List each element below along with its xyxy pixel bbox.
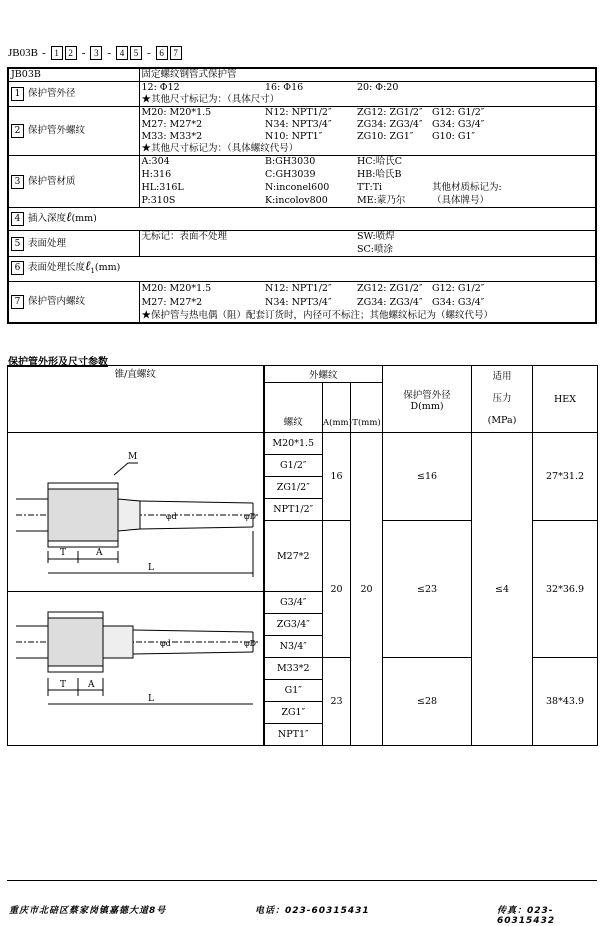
cell: ZG34: ZG3/4″ [357, 119, 423, 130]
code-box-2: 2 [65, 46, 77, 60]
cell: H:316 [141, 169, 172, 180]
cell: K:incolov800 [265, 194, 328, 206]
subscript: 1 [90, 266, 95, 275]
cell: N34: NPT3/4″ [265, 296, 332, 308]
a-value: 23 [323, 658, 351, 746]
header-t: T(mm) [351, 382, 383, 432]
header-thread-group: 外螺纹 [264, 366, 383, 383]
row-label-text: 插入深度 [28, 213, 67, 224]
cell: SC:喷涂 [357, 243, 393, 255]
cell: P:310S [141, 194, 176, 206]
label-t: T [60, 680, 67, 690]
cell: ME:蒙乃尔 [357, 194, 406, 206]
hex-value: 32*36.9 [533, 521, 598, 658]
pressure-line3: (MPa) [487, 415, 517, 426]
row-label-text: 保护管材质 [28, 175, 76, 187]
row-note: ★其他尺寸标记为：（具体螺纹代号） [141, 143, 299, 154]
cell: HC:哈氏C [357, 156, 403, 168]
model-prefix: JB03B [8, 47, 38, 59]
drawing-tapered [8, 433, 264, 592]
tapered-thread-drawing [8, 433, 264, 588]
code-box-3: 3 [90, 46, 102, 60]
row-label-text: 保护管外径 [28, 88, 76, 99]
model-code [8, 46, 183, 60]
thread-cell: G3/4″ [264, 592, 323, 614]
cell: ZG10: ZG1″ [357, 131, 414, 142]
cell: （具体牌号） [432, 194, 490, 206]
hex-value: 27*31.2 [533, 433, 598, 521]
cell [139, 244, 355, 257]
spec-table [7, 67, 597, 324]
cell: N:inconel600 [265, 182, 330, 193]
label-D: φD [244, 512, 257, 521]
cell [430, 169, 596, 182]
cell: 12: Φ12 [141, 82, 180, 93]
cell: N10: NPT1″ [265, 131, 323, 142]
cell: G12: G1/2″ [432, 282, 485, 294]
dash: - [107, 47, 111, 59]
thread-cell: M20*1.5 [264, 433, 323, 455]
footer-address: 重庆市北碚区蔡家岗镇嘉德大道8号 [9, 906, 167, 916]
label-t: T [60, 548, 67, 558]
cell: N12: NPT1/2″ [265, 282, 332, 294]
symbol: ℓ [66, 210, 72, 225]
dash: - [81, 47, 86, 59]
code-box-5: 5 [130, 46, 142, 60]
a-value: 16 [323, 433, 351, 521]
dash: - [146, 47, 151, 59]
pressure-value: ≤4 [472, 433, 533, 746]
od-value: ≤23 [383, 521, 472, 658]
od-value: ≤28 [383, 658, 472, 746]
code-box-4: 4 [116, 46, 128, 60]
cell [430, 82, 596, 95]
row-label [8, 282, 139, 323]
dimension-table [7, 365, 598, 746]
dash: - [41, 47, 46, 59]
cell: G34: G3/4″ [432, 119, 485, 130]
row-number: 4 [11, 212, 24, 226]
row-note: ★其他尺寸标记为：（具体尺寸） [141, 94, 280, 105]
cell: N34: NPT3/4″ [265, 119, 332, 130]
thread-cell: NPT1/2″ [264, 499, 323, 521]
header-a: A(mm) [323, 382, 351, 432]
row-number: 2 [11, 124, 24, 138]
t-value: 20 [351, 433, 383, 746]
cell: 20: Φ:20 [357, 82, 399, 93]
od-value: ≤16 [383, 433, 472, 521]
footer-fax: 传真：023-60315432 [497, 906, 556, 926]
thread-cell: G1″ [264, 680, 323, 702]
cell: M27: M27*2 [141, 296, 203, 308]
cell: ZG12: ZG1/2″ [357, 282, 423, 294]
thread-cell: ZG3/4″ [264, 614, 323, 636]
thread-cell: NPT1″ [264, 724, 323, 746]
cell: M20: M20*1.5 [141, 107, 212, 118]
cell: 无标记：表面不处理 [141, 231, 228, 243]
cell: M27: M27*2 [141, 119, 203, 130]
od-line1: 保护管外径 [403, 389, 451, 401]
header-hex: HEX [533, 366, 598, 433]
row-number: 1 [11, 87, 24, 101]
label-a: A [88, 680, 95, 690]
label-d: φd [160, 639, 171, 648]
row-label-text: 表面处理长度 [28, 262, 86, 274]
header-drawing [8, 366, 264, 433]
cell: 16: Φ16 [265, 82, 304, 93]
cell: HB:哈氏B [357, 169, 402, 180]
row-number: 3 [11, 175, 24, 189]
header-thread: 螺纹 [264, 382, 323, 432]
header-pressure [472, 366, 533, 433]
row-number: 5 [11, 237, 24, 251]
label-d: φd [166, 512, 177, 521]
cell: C:GH3039 [265, 169, 316, 180]
label-m: M [128, 452, 138, 462]
footer-phone: 电话：023-60315431 [255, 906, 370, 916]
thread-cell: G1/2″ [264, 455, 323, 477]
unit: (mm) [71, 213, 97, 224]
label-l: L [148, 563, 154, 573]
od-line2: D(mm) [410, 400, 444, 412]
code-box-6: 6 [156, 46, 168, 60]
row-number: 7 [11, 295, 24, 309]
drawing-title: 锥/直螺纹 [114, 369, 156, 380]
code-box-1: 1 [51, 46, 63, 60]
label-l: L [148, 694, 154, 704]
unit: (mm) [94, 262, 121, 274]
symbol: ℓ [85, 259, 91, 275]
cell: M33: M33*2 [141, 131, 203, 142]
a-value: 20 [323, 521, 351, 658]
section-title: 保护管外形及尺寸参数 [8, 357, 108, 368]
row-label [8, 231, 139, 257]
pressure-line1: 适用 [492, 371, 512, 382]
label-a: A [96, 548, 103, 558]
thread-cell: N3/4″ [264, 636, 323, 658]
row-note: ★保护管与热电偶（阻）配套订货时，内径可不标注；其他螺纹标记为（螺纹代号） [141, 309, 494, 321]
thread-cell: M27*2 [264, 521, 323, 592]
spec-title: 固定螺纹钢管式保护管 [141, 69, 237, 80]
cell: TT:Ti [357, 182, 383, 193]
row-label [8, 156, 139, 208]
cell: G10: G1″ [432, 131, 476, 142]
thread-cell: ZG1″ [264, 702, 323, 724]
cell: A:304 [141, 156, 170, 168]
row-label [8, 257, 596, 282]
thread-cell: ZG1/2″ [264, 477, 323, 499]
cell: G34: G3/4″ [432, 296, 485, 308]
cell: N12: NPT1/2″ [265, 107, 332, 118]
cell: ZG12: ZG1/2″ [357, 107, 423, 118]
header-od [383, 366, 472, 433]
row-label [8, 208, 596, 231]
label-D: φD [244, 639, 257, 648]
spec-model: JB03B [8, 68, 139, 82]
cell: B:GH3030 [265, 156, 316, 168]
row-number: 6 [11, 261, 24, 275]
cell: G12: G1/2″ [432, 107, 485, 118]
footer [7, 880, 597, 926]
row-label-text: 表面处理 [28, 237, 67, 249]
row-label-text: 保护管外螺纹 [28, 125, 86, 136]
row-label-text: 保护管内螺纹 [28, 295, 86, 307]
cell: SW:喷焊 [357, 231, 395, 243]
straight-thread-drawing [8, 592, 264, 742]
cell: ZG34: ZG3/4″ [357, 296, 423, 308]
row-label [8, 82, 139, 107]
drawing-straight [8, 592, 264, 746]
code-box-7: 7 [170, 46, 182, 60]
hex-value: 38*43.9 [533, 658, 598, 746]
cell: M20: M20*1.5 [141, 282, 212, 294]
cell [430, 156, 596, 169]
row-label [8, 107, 139, 156]
cell: HL:316L [141, 182, 184, 193]
pressure-line2: 压力 [492, 393, 512, 404]
cell: 其他材质标记为: [432, 182, 502, 193]
thread-cell: M33*2 [264, 658, 323, 680]
